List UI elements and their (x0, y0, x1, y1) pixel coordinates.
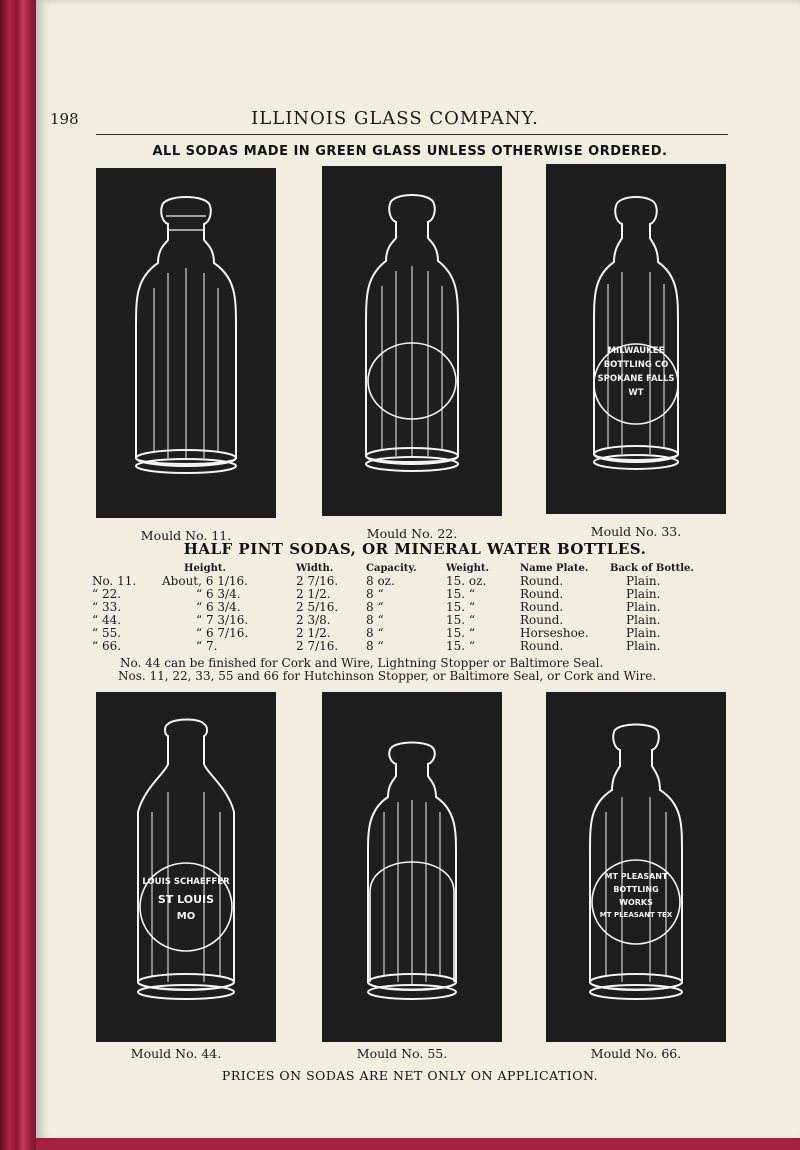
bottle-plate-55 (322, 692, 502, 1042)
bottle-plate-22 (322, 166, 502, 516)
cell-name-plate: Horseshoe. (520, 626, 589, 640)
col-header-width: Width. (296, 563, 334, 574)
cell-no: “ 22. (92, 587, 122, 601)
cell-name-plate: Round. (520, 639, 564, 653)
bottle-illustration (546, 692, 726, 1042)
cell-name-plate: Round. (520, 574, 564, 588)
cell-width: 2 7/16. (296, 574, 339, 588)
label-line: WT (628, 388, 644, 398)
col-header-weight: Weight. (446, 563, 489, 574)
col-header-back: Back of Bottle. (610, 563, 694, 574)
bottle-illustration (322, 692, 502, 1042)
label-line: MO (176, 911, 196, 922)
bottle-illustration (96, 168, 276, 518)
cell-capacity: 8 “ (366, 639, 384, 653)
cell-width: 2 5/16. (296, 600, 339, 614)
mould-caption-55: Mould No. 55. (356, 1046, 448, 1061)
note-stoppers: Nos. 11, 22, 33, 55 and 66 for Hutchinson Stopper, or Baltimore Seal, or Cork and Wire. (118, 669, 657, 683)
cell-width: 2 3/8. (296, 613, 331, 627)
mould-caption-22: Mould No. 22. (366, 526, 458, 541)
label-line: WORKS (619, 898, 653, 907)
bottle-illustration (322, 166, 502, 516)
embossed-label (590, 870, 682, 922)
bottle-illustration (546, 164, 726, 514)
cell-weight: 15. “ (446, 600, 476, 614)
cell-weight: 15. “ (446, 587, 476, 601)
cell-back: Plain. (626, 639, 661, 653)
label-line: MT PLEASANT (604, 872, 668, 881)
spec-table (92, 562, 694, 653)
label-line: BOTTLING (613, 885, 659, 894)
bottle-plate-33 (546, 164, 726, 514)
embossed-label (140, 874, 232, 925)
cell-name-plate: Round. (520, 600, 564, 614)
cell-capacity: 8 “ (366, 587, 384, 601)
cell-width: 2 1/2. (296, 587, 331, 601)
cell-no: “ 66. (92, 639, 122, 653)
note-no-44: No. 44 can be finished for Cork and Wire, Lightning Stopper or Baltimore Seal. (120, 656, 604, 670)
cell-no: “ 55. (92, 626, 122, 640)
mould-caption-66: Mould No. 66. (590, 1046, 682, 1061)
cell-capacity: 8 “ (366, 600, 384, 614)
page-header (50, 108, 740, 134)
label-line: SPOKANE FALLS (597, 374, 675, 384)
table-row (92, 640, 694, 653)
cell-height: “ 7. (196, 639, 218, 653)
bottle-plate-44 (96, 692, 276, 1042)
cell-back: Plain. (626, 613, 661, 627)
table-row (92, 614, 694, 627)
bottle-plate-66 (546, 692, 726, 1042)
col-header-height: Height. (184, 563, 226, 574)
cell-no: “ 33. (92, 600, 122, 614)
label-line: LOUIS SCHAEFFER (142, 877, 230, 887)
col-header-capacity: Capacity. (366, 563, 417, 574)
green-glass-notice: ALL SODAS MADE IN GREEN GLASS UNLESS OTHERWISE ORDERED. (152, 144, 668, 159)
label-line: BOTTLING CO (603, 360, 669, 370)
book-spine-edge (0, 0, 38, 1150)
mould-caption-33: Mould No. 33. (590, 524, 682, 539)
cell-no: “ 44. (92, 613, 122, 627)
cell-weight: 15. “ (446, 626, 476, 640)
table-row (92, 575, 694, 588)
cell-no: No. 11. (92, 574, 137, 588)
cell-weight: 15. “ (446, 639, 476, 653)
book-bottom-edge (36, 1138, 800, 1150)
header-rule (96, 134, 728, 135)
label-line: ST LOUIS (157, 893, 215, 906)
cell-height: About, 6 1/16. (162, 574, 248, 588)
section-title: HALF PINT SODAS, OR MINERAL WATER BOTTLES. (183, 540, 647, 558)
cell-name-plate: Round. (520, 613, 564, 627)
cell-back: Plain. (626, 574, 661, 588)
cell-back: Plain. (626, 600, 661, 614)
cell-back: Plain. (626, 587, 661, 601)
cell-height: “ 6 7/16. (196, 626, 249, 640)
cell-capacity: 8 “ (366, 626, 384, 640)
cell-width: 2 7/16. (296, 639, 339, 653)
label-line: MT PLEASANT TEX (599, 911, 673, 919)
cell-capacity: 8 “ (366, 613, 384, 627)
bottle-illustration (96, 692, 276, 1042)
bottle-plate-11 (96, 168, 276, 518)
company-name: ILLINOIS GLASS COMPANY. (251, 108, 539, 129)
cell-weight: 15. oz. (446, 574, 487, 588)
prices-footer: PRICES ON SODAS ARE NET ONLY ON APPLICATION. (221, 1068, 599, 1083)
label-line: MILWAUKEE (607, 346, 665, 356)
cell-back: Plain. (626, 626, 661, 640)
cell-height: “ 6 3/4. (196, 600, 241, 614)
col-header-name-plate: Name Plate. (520, 563, 589, 574)
cell-name-plate: Round. (520, 587, 564, 601)
table-row (92, 627, 694, 640)
mould-caption-44: Mould No. 44. (130, 1046, 222, 1061)
table-row (92, 588, 694, 601)
cell-capacity: 8 oz. (366, 574, 395, 588)
page-number: 198 (50, 110, 79, 128)
cell-height: “ 7 3/16. (196, 613, 249, 627)
embossed-label (591, 344, 681, 400)
mould-caption-11: Mould No. 11. (140, 528, 232, 543)
cell-weight: 15. “ (446, 613, 476, 627)
cell-width: 2 1/2. (296, 626, 331, 640)
cell-height: “ 6 3/4. (196, 587, 241, 601)
table-row (92, 601, 694, 614)
